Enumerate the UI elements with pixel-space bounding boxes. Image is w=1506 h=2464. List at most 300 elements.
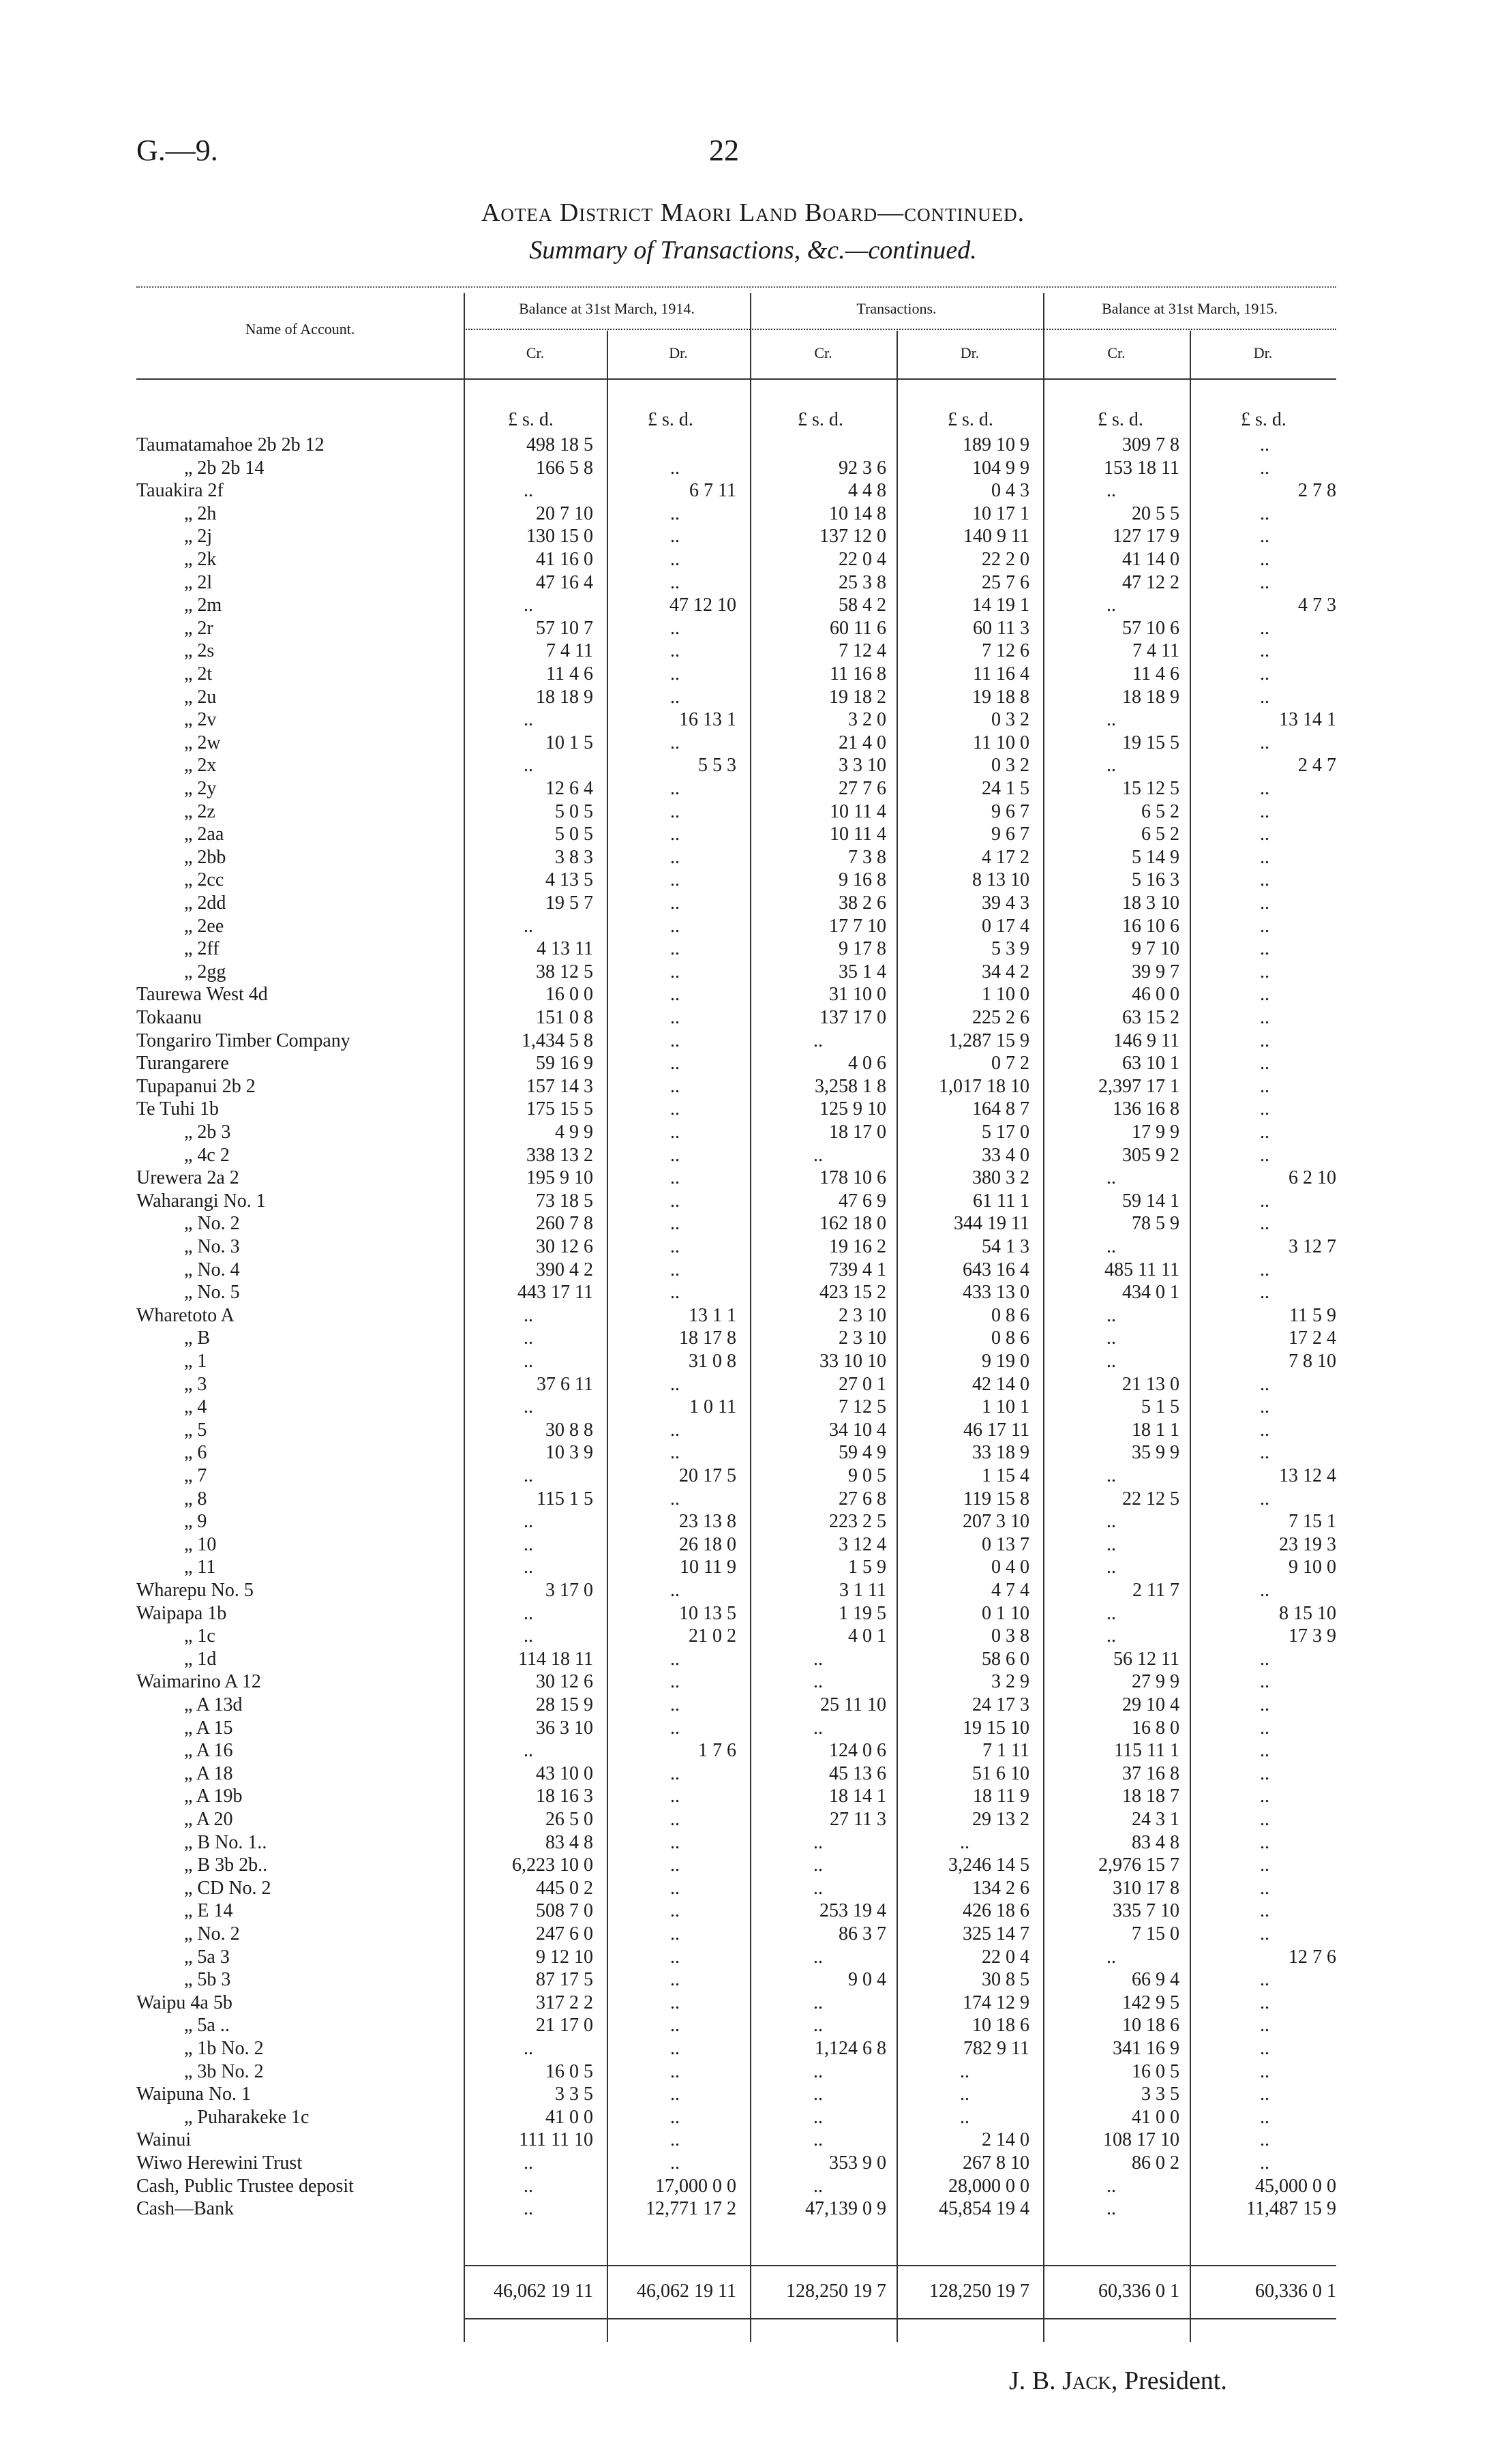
amount-cell: .. <box>524 480 533 502</box>
table-row <box>136 617 1336 640</box>
amount-cell: .. <box>670 1809 680 1830</box>
amount-cell: 3 17 0 <box>545 1580 593 1601</box>
amount-cell: .. <box>1260 961 1269 982</box>
header-bottom-rule <box>136 378 1336 380</box>
cr-header-trans: Cr. <box>814 344 832 361</box>
cr-header-1915: Cr. <box>1107 344 1126 361</box>
amount-cell: 43 10 0 <box>536 1762 593 1784</box>
account-name: Tokaanu <box>136 1007 202 1028</box>
amount-cell: 1 0 11 <box>689 1396 736 1418</box>
amount-cell: 1 5 9 <box>848 1557 886 1578</box>
amount-cell: .. <box>670 732 680 753</box>
amount-cell: 41 14 0 <box>1122 549 1179 570</box>
amount-cell: 30 12 6 <box>536 1236 593 1257</box>
amount-cell: 14 19 1 <box>972 595 1029 616</box>
amount-cell: 10 11 9 <box>680 1557 736 1578</box>
amount-cell: .. <box>813 1946 823 1968</box>
amount-cell: .. <box>670 2129 680 2151</box>
amount-cell: .. <box>1260 2106 1269 2128</box>
amount-cell: .. <box>813 1671 823 1693</box>
amount-cell: 189 10 9 <box>963 434 1029 455</box>
amount-cell: .. <box>670 1648 680 1670</box>
amount-cell: 22 2 0 <box>982 549 1029 570</box>
amount-cell: 51 6 10 <box>972 1762 1029 1784</box>
account-name: „ 11 <box>184 1557 216 1578</box>
amount-cell: .. <box>1260 1488 1269 1509</box>
amount-cell: 15 12 5 <box>1122 778 1179 799</box>
amount-cell: 178 10 6 <box>819 1167 886 1189</box>
amount-cell: .. <box>524 1625 533 1647</box>
amount-cell: 0 3 2 <box>991 709 1029 731</box>
account-name: „ 2dd <box>184 892 226 914</box>
account-name: „ A 13d <box>184 1694 243 1715</box>
amount-cell: 9 19 0 <box>982 1351 1029 1372</box>
account-name: „ A 20 <box>184 1809 233 1830</box>
table-row <box>136 2014 1336 2037</box>
header-top-rule <box>136 286 1336 288</box>
amount-cell: .. <box>1260 1900 1269 1922</box>
amount-cell: 4 7 4 <box>991 1580 1029 1601</box>
amount-cell: 30 8 8 <box>545 1419 593 1441</box>
amount-cell: .. <box>670 1694 680 1715</box>
amount-cell: 73 18 5 <box>536 1190 593 1212</box>
amount-cell: 338 13 2 <box>526 1144 593 1166</box>
amount-cell: 36 3 10 <box>536 1717 593 1739</box>
amount-cell: .. <box>960 1831 969 1853</box>
amount-cell: .. <box>670 2015 680 2037</box>
amount-cell: 26 18 0 <box>679 1533 736 1555</box>
table-row <box>136 1259 1336 1282</box>
amount-cell: 34 10 4 <box>829 1419 886 1441</box>
amount-cell: 46 17 11 <box>963 1419 1029 1441</box>
account-name: „ A 15 <box>184 1717 233 1739</box>
account-name: Turangarere <box>136 1053 229 1075</box>
account-name: „ 2w <box>184 732 221 753</box>
table-row <box>136 1144 1336 1167</box>
amount-cell: .. <box>1260 1762 1269 1784</box>
amount-cell: 140 9 11 <box>963 526 1029 547</box>
table-row <box>136 1075 1336 1098</box>
amount-cell: 12 7 6 <box>1289 1946 1336 1968</box>
amount-cell: 11 4 6 <box>546 663 593 685</box>
amount-cell: 10 3 9 <box>545 1442 593 1464</box>
amount-cell: .. <box>670 1167 680 1189</box>
amount-cell: 5 0 5 <box>555 824 593 845</box>
account-name: „ Puharakeke 1c <box>184 2106 310 2128</box>
amount-cell: .. <box>524 1327 533 1349</box>
amount-cell: 0 1 10 <box>982 1602 1029 1624</box>
account-name: Wharepu No. 5 <box>136 1580 254 1601</box>
amount-cell: 10 11 4 <box>830 824 886 845</box>
amount-cell: 142 9 5 <box>1122 1992 1179 2013</box>
table-row <box>136 915 1336 938</box>
amount-cell: .. <box>670 549 680 570</box>
amount-cell: 63 15 2 <box>1122 1007 1179 1028</box>
account-name: Urewera 2a 2 <box>136 1167 239 1189</box>
account-name: „ 1c <box>184 1625 215 1647</box>
amount-cell: 7 4 11 <box>546 640 593 662</box>
amount-cell: .. <box>1260 1259 1269 1280</box>
table-row <box>136 1419 1336 1442</box>
amount-cell: 17 3 9 <box>1289 1625 1336 1647</box>
amount-cell: 0 4 3 <box>991 480 1029 502</box>
amount-cell: 8 13 10 <box>972 869 1029 891</box>
lsd-label: £ s. d. <box>798 409 843 430</box>
amount-cell: .. <box>670 1007 680 1028</box>
amount-cell: .. <box>670 663 680 685</box>
amount-cell: .. <box>670 1831 680 1853</box>
account-name: „ 8 <box>184 1488 207 1509</box>
amount-cell: 26 5 0 <box>545 1809 593 1830</box>
amount-cell: 739 4 1 <box>829 1259 886 1280</box>
amount-cell: 16 0 0 <box>545 984 593 1006</box>
amount-cell: .. <box>670 1946 680 1968</box>
amount-cell: 108 17 10 <box>1103 2129 1179 2151</box>
signature-title: President. <box>1124 2367 1227 2395</box>
signature-name: J. B. Jack, <box>1009 2367 1118 2395</box>
account-name: „ A 19b <box>184 1786 243 1807</box>
account-name: „ A 16 <box>184 1740 233 1762</box>
amount-cell: 5 1 5 <box>1141 1396 1179 1418</box>
amount-cell: .. <box>670 2106 680 2128</box>
lsd-label: £ s. d. <box>1241 409 1286 430</box>
amount-cell: .. <box>670 892 680 914</box>
amount-cell: .. <box>813 1992 823 2013</box>
amount-cell: 34 4 2 <box>982 961 1029 982</box>
account-name: „ A 18 <box>184 1762 233 1784</box>
amount-cell: 125 9 10 <box>819 1098 886 1120</box>
table-row <box>136 2083 1336 2106</box>
table-row <box>136 1785 1336 1808</box>
amount-cell: .. <box>1260 1075 1269 1097</box>
lsd-label: £ s. d. <box>508 409 554 430</box>
amount-cell: .. <box>670 686 680 708</box>
table-row <box>136 1694 1336 1717</box>
amount-cell: 0 7 2 <box>991 1053 1029 1075</box>
amount-cell: 1 10 1 <box>982 1396 1029 1418</box>
amount-cell: .. <box>1260 502 1269 524</box>
table-row <box>136 686 1336 709</box>
amount-cell: .. <box>524 2175 533 2197</box>
amount-cell: 18 3 10 <box>1122 892 1179 914</box>
amount-cell: 3 8 3 <box>555 846 593 868</box>
header-sub-rule <box>464 329 1336 330</box>
amount-cell: 29 10 4 <box>1122 1694 1179 1715</box>
amount-cell: 0 3 8 <box>991 1625 1029 1647</box>
table-row <box>136 1946 1336 1969</box>
account-name: „ 5b 3 <box>184 1969 231 1991</box>
table-row <box>136 1992 1336 2015</box>
amount-cell: .. <box>1260 732 1269 753</box>
amount-cell: .. <box>670 1854 680 1876</box>
amount-cell: .. <box>1260 846 1269 868</box>
table-row <box>136 2106 1336 2129</box>
total-cell: 46,062 19 11 <box>637 2281 736 2302</box>
amount-cell: .. <box>1260 526 1269 547</box>
amount-cell: 5 17 0 <box>982 1122 1029 1143</box>
amount-cell: 30 8 5 <box>982 1969 1029 1991</box>
amount-cell: .. <box>813 2129 823 2151</box>
account-name: „ 2ff <box>184 938 220 960</box>
amount-cell: 19 18 2 <box>829 686 886 708</box>
amount-cell: 3,258 1 8 <box>815 1075 886 1097</box>
table-row <box>136 1350 1336 1373</box>
amount-cell: 4 9 9 <box>555 1122 593 1143</box>
amount-cell: 17,000 0 0 <box>655 2175 736 2197</box>
account-name: Waharangi No. 1 <box>136 1190 266 1212</box>
amount-cell: 16 10 6 <box>1122 915 1179 937</box>
account-name: „ 2z <box>184 800 215 822</box>
amount-cell: .. <box>670 1762 680 1784</box>
amount-cell: 10 1 5 <box>545 732 593 753</box>
amount-cell: 27 11 3 <box>830 1809 886 1830</box>
amount-cell: .. <box>670 1671 680 1693</box>
transactions-header: Transactions. <box>856 300 937 317</box>
amount-cell: .. <box>1260 1992 1269 2013</box>
amount-cell: 1,287 15 9 <box>948 1030 1029 1051</box>
amount-cell: .. <box>670 1900 680 1922</box>
amount-cell: .. <box>1106 1946 1116 1968</box>
page-title: Aotea District Maori Land Board—continued. <box>481 198 1025 227</box>
amount-cell: 2 14 0 <box>982 2129 1029 2151</box>
amount-cell: 60 11 3 <box>973 617 1029 639</box>
amount-cell: .. <box>1260 1007 1269 1028</box>
account-name: „ B 3b 2b.. <box>184 1854 268 1876</box>
lsd-label: £ s. d. <box>1098 409 1143 430</box>
amount-cell: 137 17 0 <box>819 1007 886 1028</box>
table-row <box>136 1488 1336 1511</box>
account-name: Wainui <box>136 2129 192 2151</box>
amount-cell: .. <box>524 1304 533 1326</box>
amount-cell: 380 3 2 <box>972 1167 1029 1189</box>
account-name: „ 2l <box>184 571 213 593</box>
account-name: „ CD No. 2 <box>184 1877 271 1899</box>
account-name: „ 2b 3 <box>184 1122 231 1143</box>
amount-cell: 37 16 8 <box>1122 1762 1179 1784</box>
table-row <box>136 2152 1336 2175</box>
amount-cell: 59 14 1 <box>1122 1190 1179 1212</box>
amount-cell: .. <box>670 869 680 891</box>
amount-cell: .. <box>1260 2015 1269 2037</box>
amount-cell: 207 3 10 <box>963 1511 1029 1533</box>
account-name: „ No. 3 <box>184 1236 240 1257</box>
amount-cell: 166 5 8 <box>536 457 593 479</box>
account-name: Tupapanui 2b 2 <box>136 1075 256 1097</box>
table-row <box>136 1648 1336 1671</box>
amount-cell: .. <box>1260 1580 1269 1601</box>
amount-cell: 1 19 5 <box>839 1602 886 1624</box>
amount-cell: .. <box>1260 869 1269 891</box>
amount-cell: 390 4 2 <box>536 1259 593 1280</box>
lsd-label: £ s. d. <box>648 409 693 430</box>
amount-cell: 37 6 11 <box>537 1373 593 1395</box>
amount-cell: .. <box>1106 1167 1116 1189</box>
amount-cell: .. <box>670 824 680 845</box>
amount-cell: .. <box>670 640 680 662</box>
amount-cell: .. <box>813 1717 823 1739</box>
account-name: „ 2k <box>184 549 217 570</box>
totals-row <box>136 2281 1336 2308</box>
amount-cell: .. <box>1106 1511 1116 1533</box>
amount-cell: .. <box>524 915 533 937</box>
amount-cell: 25 11 10 <box>820 1694 886 1715</box>
amount-cell: .. <box>670 846 680 868</box>
amount-cell: 24 17 3 <box>972 1694 1029 1715</box>
amount-cell: 38 12 5 <box>536 961 593 982</box>
amount-cell: 3 3 5 <box>555 2084 593 2105</box>
amount-cell: 124 0 6 <box>829 1740 886 1762</box>
amount-cell: .. <box>1260 2038 1269 2059</box>
amount-cell: .. <box>670 1282 680 1304</box>
total-cell: 128,250 19 7 <box>786 2281 886 2302</box>
amount-cell: 433 13 0 <box>963 1282 1029 1304</box>
amount-cell: .. <box>1106 2198 1116 2220</box>
amount-cell: 17 2 4 <box>1289 1327 1336 1349</box>
amount-cell: 2,976 15 7 <box>1098 1854 1179 1876</box>
amount-cell: 6 7 11 <box>689 480 736 502</box>
amount-cell: 60 11 6 <box>830 617 886 639</box>
amount-cell: 174 12 9 <box>963 1992 1029 2013</box>
amount-cell: 2 7 8 <box>1298 480 1336 502</box>
amount-cell: .. <box>1260 1694 1269 1715</box>
amount-cell: 22 0 4 <box>839 549 886 570</box>
table-row <box>136 708 1336 732</box>
amount-cell: 20 5 5 <box>1132 502 1179 524</box>
amount-cell: 7 12 6 <box>982 640 1029 662</box>
amount-cell: 335 7 10 <box>1113 1900 1179 1922</box>
amount-cell: 58 4 2 <box>839 595 886 616</box>
dr-header-1915: Dr. <box>1253 344 1273 361</box>
amount-cell: .. <box>813 2060 823 2082</box>
amount-cell: 1,434 5 8 <box>522 1030 593 1051</box>
amount-cell: .. <box>670 2038 680 2059</box>
amount-cell: .. <box>1260 915 1269 937</box>
amount-cell: 25 7 6 <box>982 571 1029 593</box>
table-row <box>136 823 1336 846</box>
amount-cell: 57 10 7 <box>536 617 593 639</box>
account-name: „ 3b No. 2 <box>184 2060 264 2082</box>
amount-cell: 86 0 2 <box>1132 2152 1179 2174</box>
amount-cell: .. <box>960 2084 969 2105</box>
amount-cell: 1 7 6 <box>698 1740 736 1762</box>
amount-cell: .. <box>1106 1327 1116 1349</box>
amount-cell: 18 17 0 <box>829 1122 886 1143</box>
amount-cell: .. <box>813 1144 823 1166</box>
amount-cell: 10 18 6 <box>1122 2015 1179 2037</box>
amount-cell: .. <box>1260 2060 1269 2082</box>
amount-cell: .. <box>1260 984 1269 1006</box>
table-row <box>136 937 1336 961</box>
amount-cell: .. <box>1260 824 1269 845</box>
amount-cell: .. <box>524 1465 533 1486</box>
amount-cell: .. <box>1260 1190 1269 1212</box>
amount-cell: 23 13 8 <box>679 1511 736 1533</box>
total-cell: 60,336 0 1 <box>1098 2281 1179 2302</box>
table-row <box>136 846 1336 869</box>
amount-cell: .. <box>1260 1786 1269 1807</box>
amount-cell: 0 17 4 <box>982 915 1029 937</box>
account-name: „ 2t <box>184 663 213 685</box>
page-number: 22 <box>709 134 739 167</box>
amount-cell: .. <box>670 1098 680 1120</box>
amount-cell: .. <box>670 457 680 479</box>
account-name: „ 2bb <box>184 846 226 868</box>
table-row <box>136 2060 1336 2084</box>
dr-header-1914: Dr. <box>669 344 688 361</box>
amount-cell: 3 12 4 <box>839 1533 886 1555</box>
table-row <box>136 2175 1336 2198</box>
amount-cell: 47,139 0 9 <box>805 2198 886 2220</box>
amount-cell: 18 18 9 <box>536 686 593 708</box>
amount-cell: .. <box>1260 1053 1269 1075</box>
amount-cell: 498 18 5 <box>526 434 593 455</box>
amount-cell: 10 14 8 <box>829 502 886 524</box>
amount-cell: 317 2 2 <box>536 1992 593 2013</box>
amount-cell: 9 6 7 <box>991 800 1029 822</box>
amount-cell: 127 17 9 <box>1113 526 1179 547</box>
amount-cell: 11 16 8 <box>830 663 886 685</box>
amount-cell: .. <box>670 571 680 593</box>
amount-cell: 9 0 5 <box>848 1465 886 1486</box>
amount-cell: 61 11 1 <box>973 1190 1029 1212</box>
amount-cell: .. <box>670 1030 680 1051</box>
account-name: „ No. 2 <box>184 1923 240 1944</box>
page-reference: G.—9. <box>136 134 218 167</box>
amount-cell: .. <box>524 755 533 777</box>
table-row <box>136 1098 1336 1121</box>
account-name: „ 4 <box>184 1396 207 1418</box>
amount-cell: 1,124 6 8 <box>815 2038 886 2059</box>
account-name: „ 6 <box>184 1442 207 1464</box>
table-row <box>136 983 1336 1006</box>
amount-cell: 45,000 0 0 <box>1255 2175 1336 2197</box>
amount-cell: .. <box>960 2106 969 2128</box>
amount-cell: 18 1 1 <box>1132 1419 1179 1441</box>
table-row <box>136 1533 1336 1557</box>
amount-cell: .. <box>670 1580 680 1601</box>
amount-cell: 175 15 5 <box>526 1098 593 1120</box>
amount-cell: .. <box>670 1259 680 1280</box>
amount-cell: .. <box>524 2198 533 2220</box>
account-name: „ 2b 2b 14 <box>184 457 265 479</box>
amount-cell: .. <box>670 2084 680 2105</box>
amount-cell: .. <box>1260 1419 1269 1441</box>
amount-cell: .. <box>670 1442 680 1464</box>
amount-cell: .. <box>1106 1465 1116 1486</box>
amount-cell: .. <box>524 709 533 731</box>
amount-cell: .. <box>1260 686 1269 708</box>
table-row <box>136 434 1336 457</box>
table-row <box>136 1304 1336 1327</box>
table-row <box>136 1167 1336 1190</box>
amount-cell: 29 13 2 <box>972 1809 1029 1830</box>
amount-cell: 4 7 3 <box>1298 595 1336 616</box>
amount-cell: .. <box>1260 1213 1269 1235</box>
lsd-label: £ s. d. <box>948 409 993 430</box>
amount-cell: 6 5 2 <box>1141 824 1179 845</box>
account-name: „ 2v <box>184 709 217 731</box>
table-row <box>136 1006 1336 1030</box>
account-name: „ 3 <box>184 1373 207 1395</box>
amount-cell: 12 6 4 <box>545 778 593 799</box>
amount-cell: 260 7 8 <box>536 1213 593 1235</box>
amount-cell: 27 7 6 <box>839 778 886 799</box>
table-row <box>136 2129 1336 2152</box>
amount-cell: .. <box>1106 2175 1116 2197</box>
account-name: Waipapa 1b <box>136 1602 227 1624</box>
amount-cell: .. <box>1260 2129 1269 2151</box>
amount-cell: 4 4 8 <box>848 480 886 502</box>
